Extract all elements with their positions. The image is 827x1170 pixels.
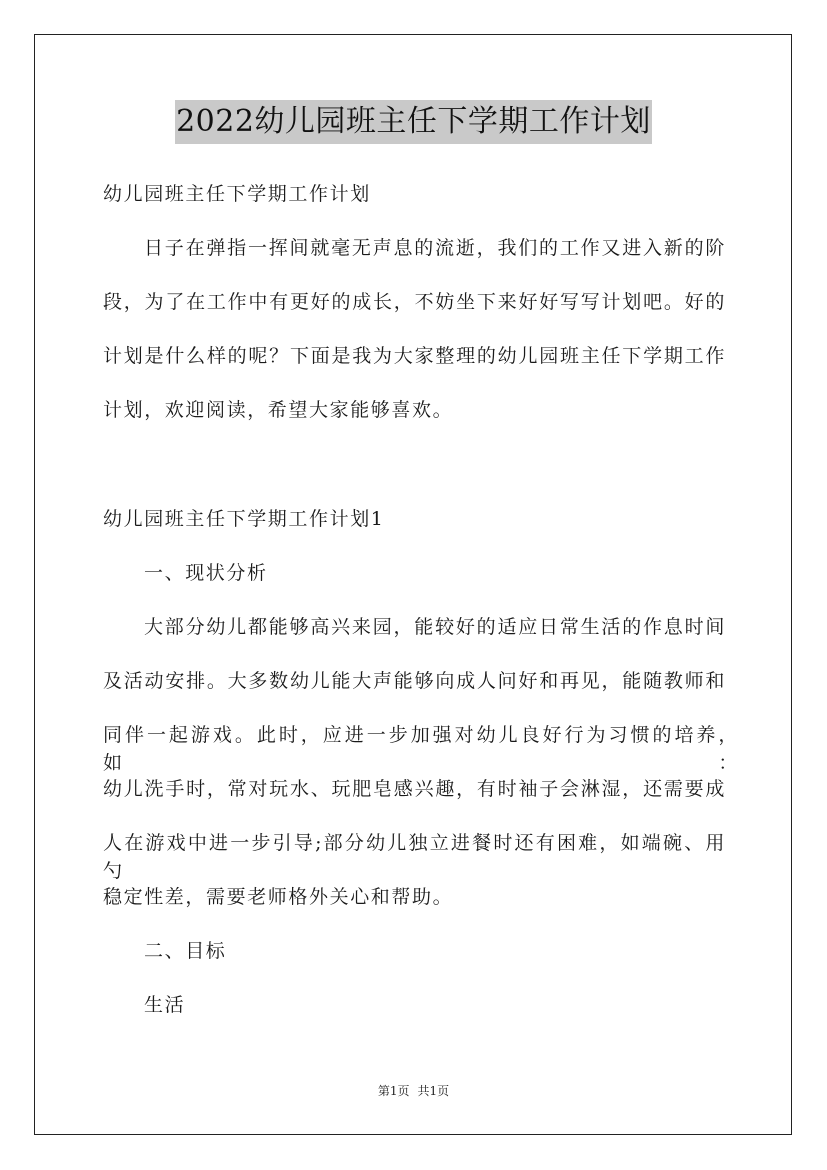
page-total: 共1页 bbox=[417, 1084, 450, 1098]
part1-line-1: 大部分幼儿都能够高兴来园，能较好的适应日常生活的作息时间 bbox=[144, 616, 726, 638]
part1-line-2: 及活动安排。大多数幼儿能大声能够向成人问好和再见，能随教师和 bbox=[103, 670, 726, 692]
page-number: 第1页 bbox=[377, 1084, 410, 1098]
intro-line-4: 计划，欢迎阅读，希望大家能够喜欢。 bbox=[103, 399, 454, 421]
intro-line-3: 计划是什么样的呢？下面是我为大家整理的幼儿园班主任下学期工作 bbox=[103, 345, 726, 367]
intro-line-2: 段，为了在工作中有更好的成长，不妨坐下来好好写写计划吧。好的 bbox=[103, 291, 726, 313]
part1-line-3: 同伴一起游戏。此时，应进一步加强对幼儿良好行为习惯的培养，如： bbox=[103, 724, 739, 774]
part1-line-5: 人在游戏中进一步引导;部分幼儿独立进餐时还有困难，如端碗、用勺 bbox=[103, 832, 726, 882]
part1-line-4: 幼儿洗手时，常对玩水、玩肥皂感兴趣，有时袖子会淋湿，还需要成 bbox=[103, 778, 726, 800]
part2-subheading: 生活 bbox=[144, 994, 186, 1016]
intro-line-1: 日子在弹指一挥间就毫无声息的流逝，我们的工作又进入新的阶 bbox=[144, 237, 726, 259]
part2-heading: 二、目标 bbox=[144, 940, 227, 962]
document-subtitle: 幼儿园班主任下学期工作计划 bbox=[103, 183, 371, 205]
page-footer bbox=[0, 1083, 827, 1099]
section-heading: 幼儿园班主任下学期工作计划1 bbox=[103, 508, 385, 530]
document-title: 2022幼儿园班主任下学期工作计划 bbox=[175, 100, 652, 144]
part1-heading: 一、现状分析 bbox=[144, 562, 268, 584]
title-container bbox=[0, 100, 827, 144]
part1-line-6: 稳定性差，需要老师格外关心和帮助。 bbox=[103, 886, 454, 908]
